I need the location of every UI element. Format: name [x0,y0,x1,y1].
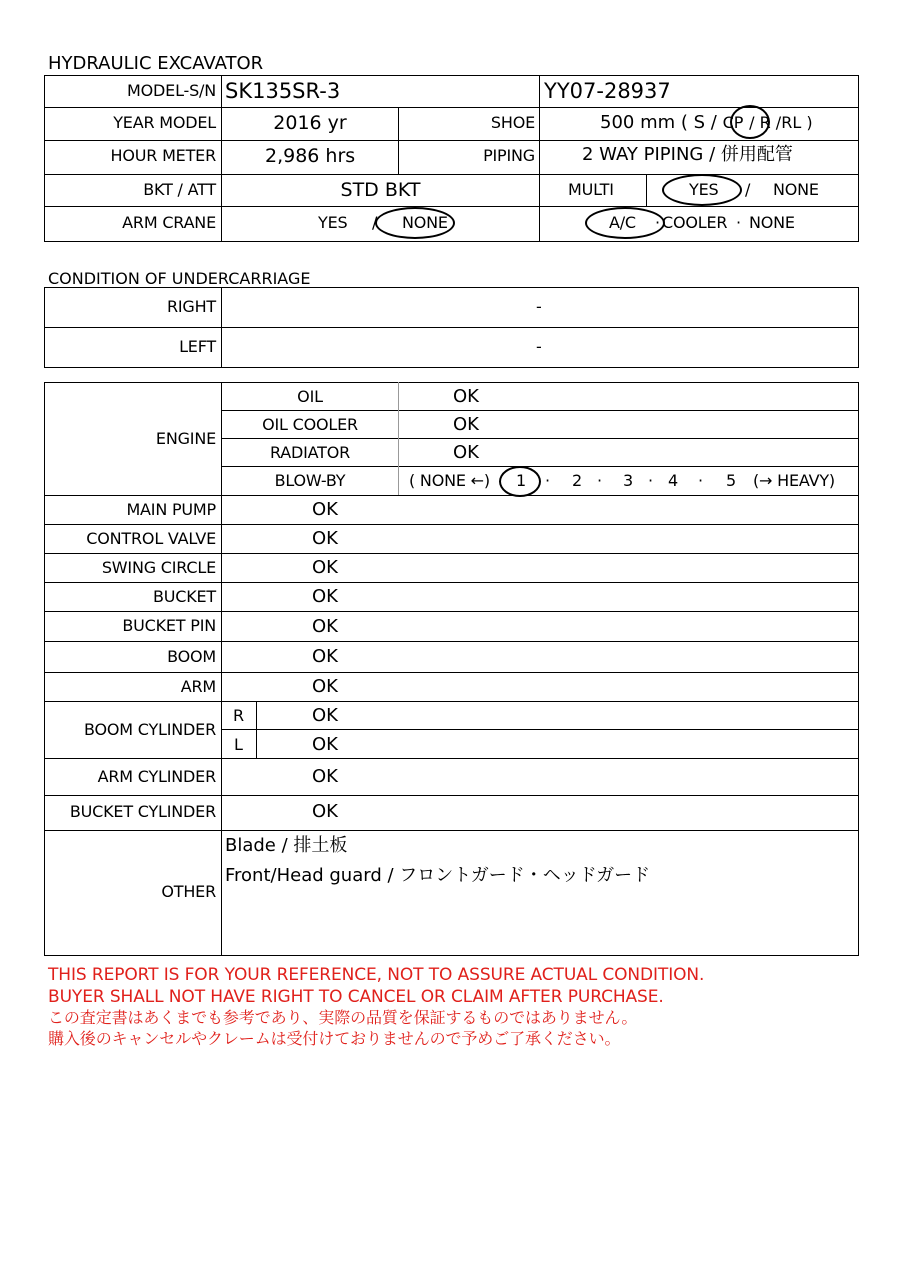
main-pump-value: OK [312,499,338,520]
engine-label: ENGINE [155,429,216,448]
undercarriage-right-label: RIGHT [166,297,216,316]
year-model-label: YEAR MODEL [113,113,216,132]
blowby-heavy-text: (→ HEAVY) [753,471,835,490]
piping-label: PIPING [483,146,535,165]
multi-label: MULTI [568,180,614,199]
document-title: HYDRAULIC EXCAVATOR [48,53,264,74]
arm-label: ARM [180,677,216,696]
arm-crane-yes-option: YES [318,213,348,232]
shoe-width-text: 500 mm ( S / [600,112,717,133]
shoe-label: SHOE [490,113,535,132]
other-label: OTHER [161,882,216,901]
hour-meter-value: 2,986 hrs [265,145,356,167]
undercarriage-left-label: LEFT [179,337,216,356]
ac-option: A/C [609,213,636,232]
model-sn-label: MODEL-S/N [127,81,216,100]
arm-value: OK [312,676,338,697]
blowby-dot-1: · [545,471,550,490]
arm-cylinder-value: OK [312,766,338,787]
undercarriage-left-value: - [536,337,542,356]
blowby-none-text: ( NONE ←) [409,471,490,490]
multi-yes-option: YES [689,180,719,199]
bucket-cylinder-label: BUCKET CYLINDER [69,802,216,821]
arm-cylinder-label: ARM CYLINDER [97,767,216,786]
bkt-att-label: BKT / ATT [143,180,216,199]
other-note-line-2: Front/Head guard / フロントガード・ヘッドガード [225,865,651,886]
arm-crane-label: ARM CRANE [122,213,216,232]
disclaimer-line-4: 購入後のキャンセルやクレームは受付けておりませんので予めご了承ください。 [48,1029,621,1048]
swing-circle-label: SWING CIRCLE [101,558,216,577]
cooler-option: COOLER [662,213,728,232]
other-note-line-1: Blade / 排土板 [225,835,348,856]
blowby-level-4: 4 [668,471,678,490]
undercarriage-right-value: - [536,297,542,316]
blowby-dot-2: · [597,471,602,490]
bucket-cylinder-value: OK [312,801,338,822]
shoe-option-cp: CP [722,113,744,132]
engine-radiator-label: RADIATOR [269,443,351,462]
shoe-options-tail: / R /RL ) [749,113,813,132]
control-valve-value: OK [312,528,338,549]
engine-radiator-value: OK [453,442,479,463]
blowby-level-1: 1 [516,471,526,490]
engine-oil-cooler-value: OK [453,414,479,435]
shoe-value [600,114,813,132]
blowby-level-2: 2 [572,471,582,490]
undercarriage-heading: CONDITION OF UNDERCARRIAGE [48,269,311,288]
boom-cylinder-label: BOOM CYLINDER [84,720,216,739]
ac-none-option: NONE [749,213,795,232]
year-model-value: 2016 yr [273,112,347,134]
blowby-level-1-selected-circle [499,466,541,497]
main-pump-label: MAIN PUMP [126,500,216,519]
boom-cylinder-r-label: R [233,706,244,725]
disclaimer-line-2: BUYER SHALL NOT HAVE RIGHT TO CANCEL OR CLAIM AFTER PURCHASE. [48,987,664,1007]
bucket-value: OK [312,586,338,607]
bucket-pin-label: BUCKET PIN [122,616,216,635]
multi-separator: / [745,180,751,199]
arm-crane-separator: / [372,213,378,232]
bkt-att-value: STD BKT [340,179,421,201]
engine-oil-label: OIL [297,387,323,406]
bucket-label: BUCKET [152,587,216,606]
multi-none-option: NONE [773,180,819,199]
swing-circle-value: OK [312,557,338,578]
disclaimer-line-3: この査定書はあくまでも参考であり、実際の品質を保証するものではありません。 [48,1008,638,1027]
boom-cylinder-l-label: L [234,735,243,754]
boom-value: OK [312,646,338,667]
model-value: SK135SR-3 [225,79,341,103]
multi-yes-selected-circle [662,174,742,206]
blowby-dot-3: · [648,471,653,490]
boom-cylinder-l-value: OK [312,734,338,755]
engine-blowby-label: BLOW-BY [274,471,346,490]
blowby-level-3: 3 [623,471,633,490]
ac-separator-2: · [736,213,741,232]
ac-separator-1: · [655,213,660,232]
hour-meter-label: HOUR METER [110,146,216,165]
boom-cylinder-r-value: OK [312,705,338,726]
arm-crane-none-selected-circle [375,207,455,239]
piping-value: 2 WAY PIPING / 併用配管 [582,144,793,165]
blowby-level-5: 5 [726,471,736,490]
bucket-pin-value: OK [312,616,338,637]
engine-oil-cooler-label: OIL COOLER [262,415,358,434]
control-valve-label: CONTROL VALVE [86,529,216,548]
serial-number-value: YY07-28937 [544,79,671,103]
engine-oil-value: OK [453,386,479,407]
ac-selected-circle [585,207,665,239]
shoe-cp-selected-circle [730,105,770,139]
boom-label: BOOM [167,647,216,666]
blowby-dot-4: · [698,471,703,490]
arm-crane-none-option: NONE [402,213,448,232]
disclaimer-line-1: THIS REPORT IS FOR YOUR REFERENCE, NOT TO ASSURE ACTUAL CONDITION. [48,965,705,985]
